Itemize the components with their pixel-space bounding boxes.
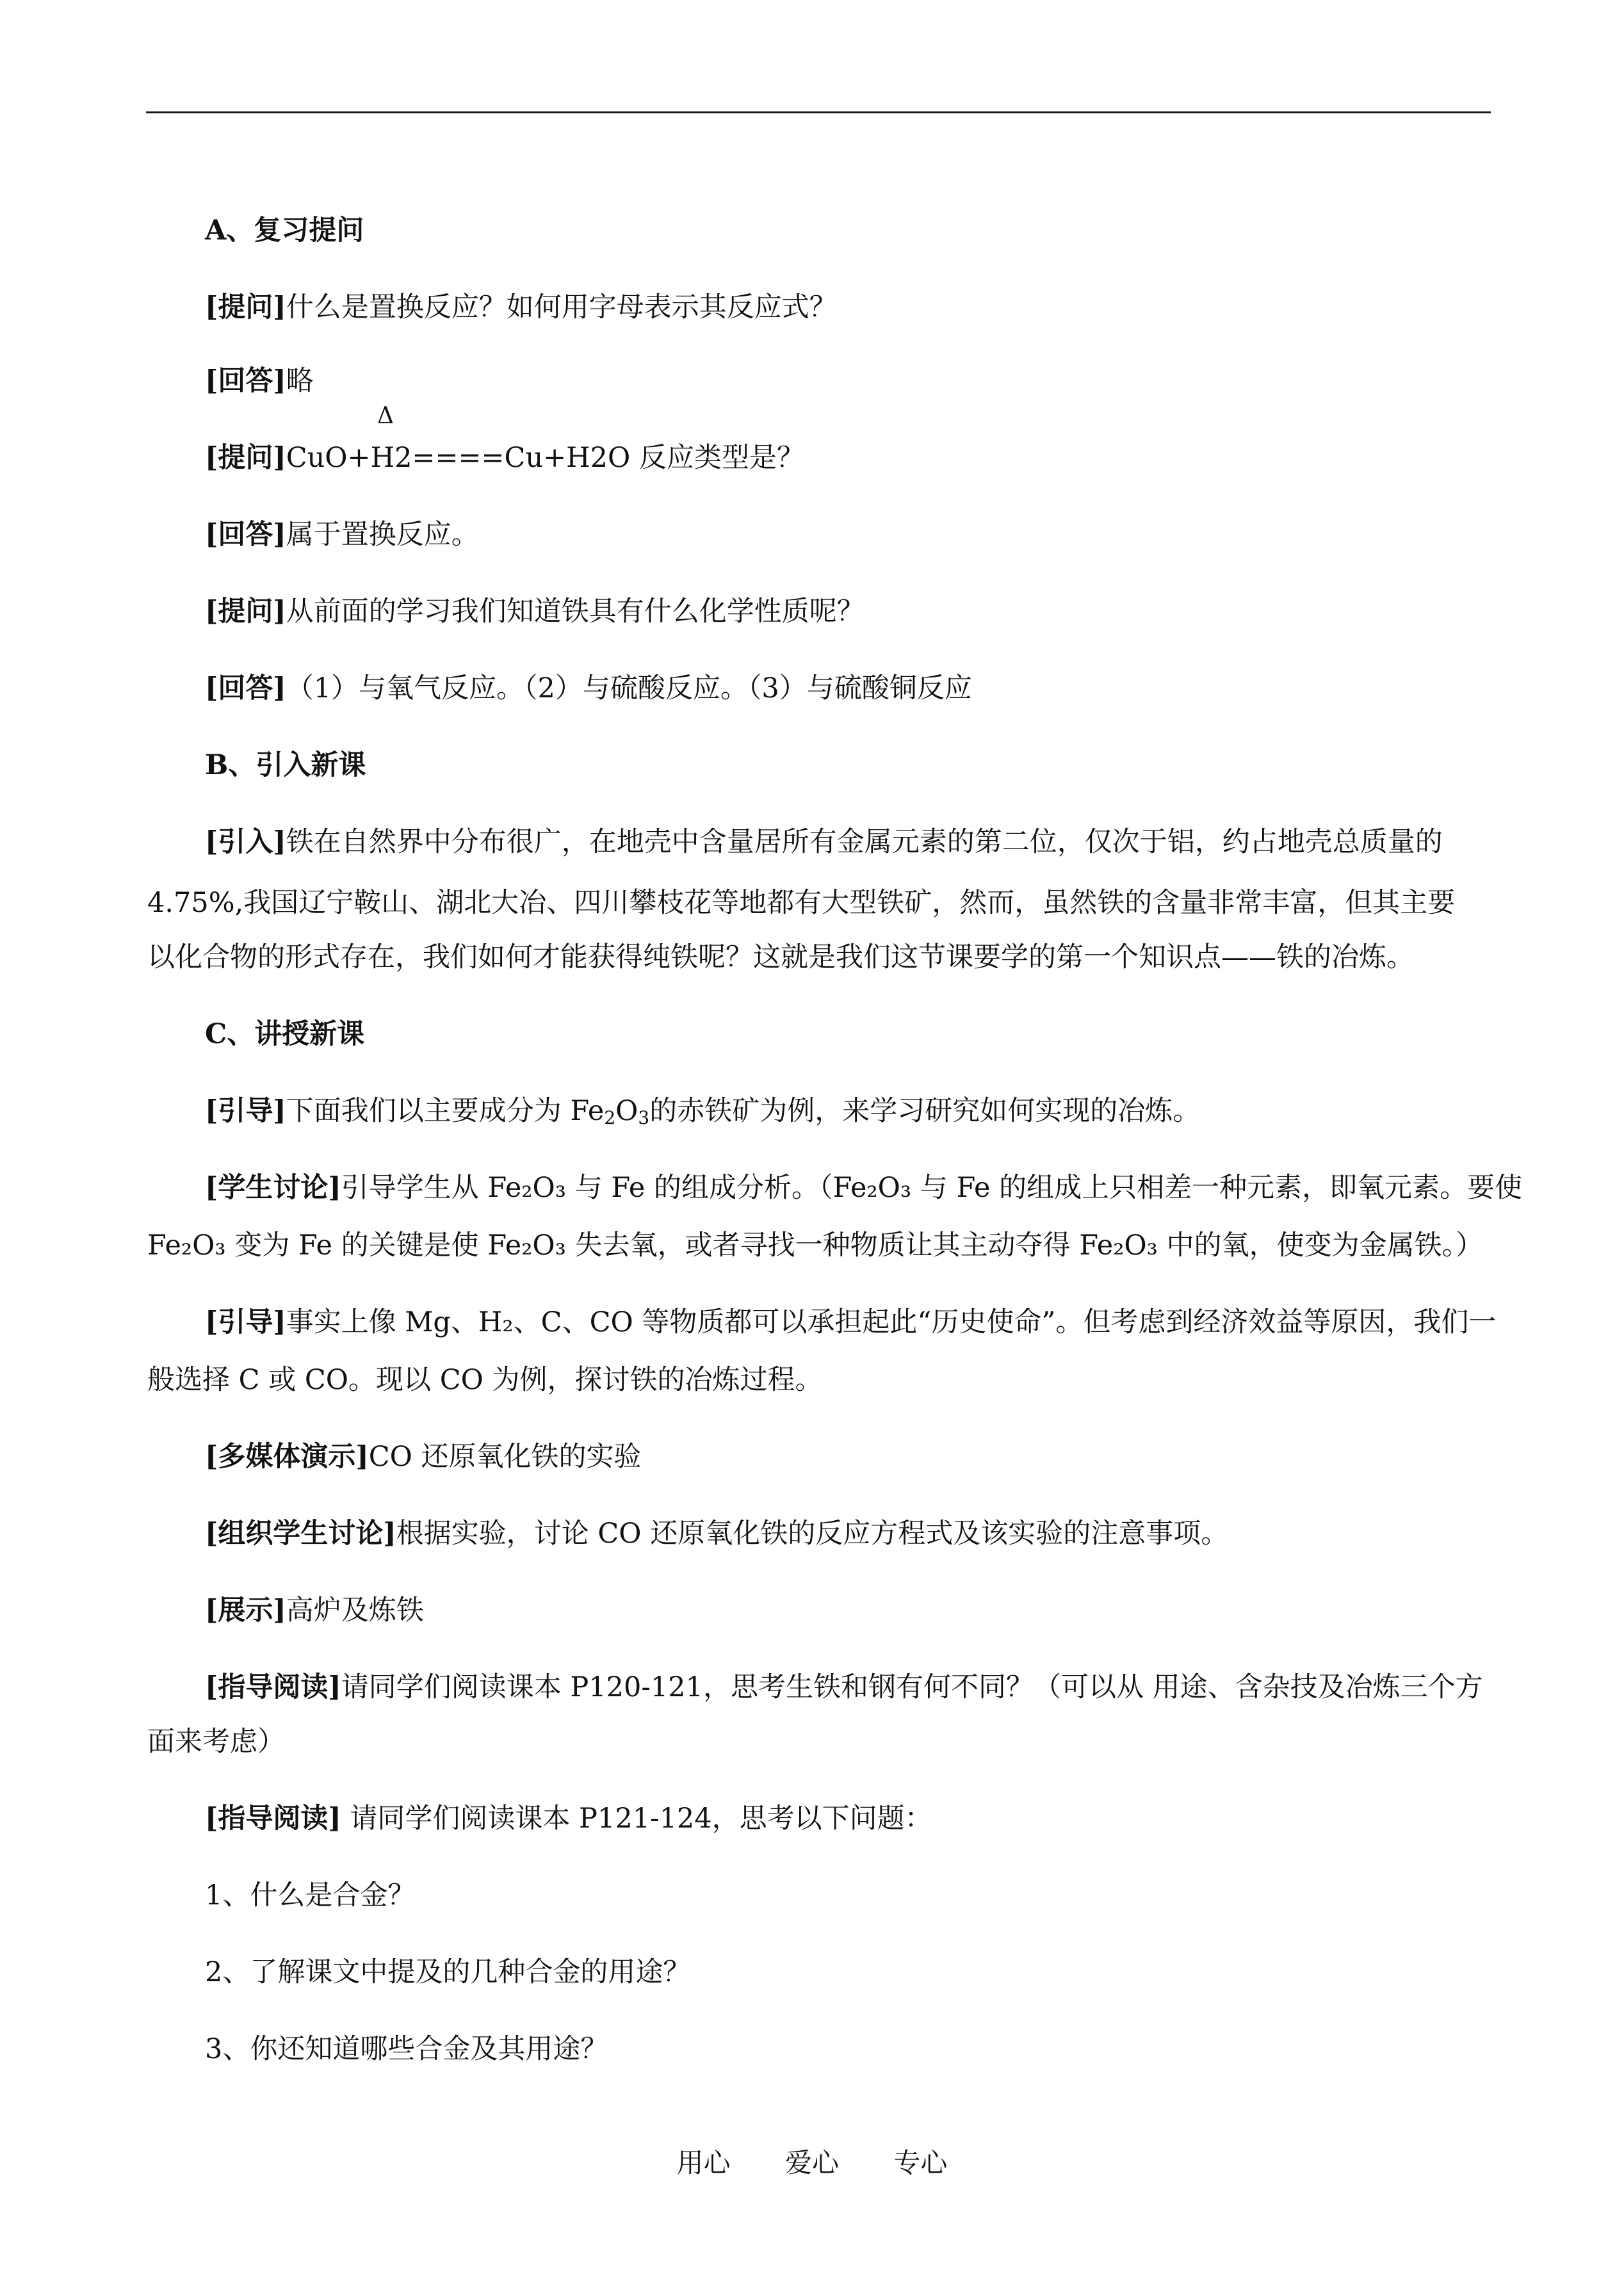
show-display xyxy=(205,1591,424,1630)
question-1: 1、什么是合金？ xyxy=(205,1879,416,1911)
section-c-heading: C、讲授新课 xyxy=(205,1018,365,1050)
review-a2 xyxy=(205,515,479,554)
review-q1-tag: [提问] xyxy=(205,291,286,323)
question-2: 2、了解课文中提及的几种合金的用途？ xyxy=(205,1956,691,1988)
question-3: 3、你还知道哪些合金及其用途？ xyxy=(205,2033,608,2065)
review-a2-tag: [回答] xyxy=(205,519,286,551)
review-a3 xyxy=(205,669,972,708)
header-rule xyxy=(146,111,1491,113)
organize-text: 根据实验，讨论 CO 还原氧化铁的反应方程式及该实验的注意事项。 xyxy=(396,1518,1229,1550)
discuss-text-1: 引导学生从 Fe₂O₃ 与 Fe 的组成分析。（Fe₂O₃ 与 Fe 的组成上只相差一种元素，即氧元素。要使 xyxy=(341,1172,1523,1204)
review-a1-text: 略 xyxy=(286,365,314,397)
read-1-line-2: 面来考虑） xyxy=(147,1726,285,1758)
read-2-text: 请同学们阅读课本 P121-124，思考以下问题： xyxy=(341,1803,932,1835)
review-a2-text: 属于置换反应。 xyxy=(286,519,479,551)
intro-line-3: 以化合物的形式存在，我们如何才能获得纯铁呢？这就是我们这节课要学的第一个知识点——铁的冶炼。 xyxy=(147,941,1414,973)
organize-tag: [组织学生讨论] xyxy=(205,1518,396,1550)
footer-word-2: 爱心 xyxy=(784,2147,839,2178)
guide-2-tag: [引导] xyxy=(205,1306,286,1338)
review-q2-tag: [提问] xyxy=(205,442,286,474)
show-text: 高炉及炼铁 xyxy=(286,1594,424,1626)
sub-2: 2 xyxy=(604,1107,616,1128)
footer-motto xyxy=(0,2142,1624,2180)
show-tag: [展示] xyxy=(205,1594,286,1626)
read-1-line-1 xyxy=(205,1668,1483,1707)
review-q3 xyxy=(205,592,865,631)
guide-1-text-b: 的赤铁矿为例，来学习研究如何实现的冶炼。 xyxy=(649,1095,1201,1127)
review-q1 xyxy=(205,288,837,327)
sub-3: 3 xyxy=(638,1107,650,1128)
media-tag: [多媒体演示] xyxy=(205,1441,369,1473)
read-2 xyxy=(205,1799,932,1838)
discuss-tag: [学生讨论] xyxy=(205,1172,341,1204)
review-a1-tag: [回答] xyxy=(205,365,286,397)
intro-tag: [引入] xyxy=(205,826,286,858)
intro-text-1: 铁在自然界中分布很广，在地壳中含量居所有金属元素的第二位，仅次于铝，约占地壳总质量的 xyxy=(286,826,1443,858)
read-1-tag: [指导阅读] xyxy=(205,1671,341,1703)
guide-1-text-a: 下面我们以主要成分为 Fe xyxy=(286,1095,605,1127)
review-q3-text: 从前面的学习我们知道铁具有什么化学性质呢？ xyxy=(286,596,865,628)
review-a1 xyxy=(205,362,314,400)
section-b-heading: B、引入新课 xyxy=(205,749,366,781)
review-q2-text: CuO+H2====Cu+H2O 反应类型是？ xyxy=(286,442,804,474)
guide-1: [引导]下面我们以主要成分为 $Fe_2O_3$的赤铁矿为例，来学习研究如何实现的冶炼。 xyxy=(205,1095,1201,1128)
discuss-line-1 xyxy=(205,1169,1522,1207)
review-a3-tag: [回答] xyxy=(205,672,286,704)
guide-2-text-1: 事实上像 Mg、H₂、C、CO 等物质都可以承担起此“历史使命”。但考虑到经济效益等原因，我们一 xyxy=(286,1306,1497,1338)
read-2-tag: [指导阅读] xyxy=(205,1803,341,1835)
guide-1-tag: [引导] xyxy=(205,1095,286,1127)
discuss-line-2: Fe₂O₃ 变为 Fe 的关键是使 Fe₂O₃ 失去氧，或者寻找一种物质让其主动夺得 Fe₂O₃ 中的氧，使变为金属铁。） xyxy=(147,1229,1484,1261)
section-a-heading: A、复习提问 xyxy=(205,215,364,247)
media-demo xyxy=(205,1438,642,1476)
read-1-text-1: 请同学们阅读课本 P120-121，思考生铁和钢有何不同？（可以从 用途、含杂技及冶炼三个方 xyxy=(341,1671,1483,1703)
review-q2 xyxy=(205,439,804,477)
organize-discussion xyxy=(205,1514,1228,1553)
guide-2-line-2: 般选择 C 或 CO。现以 CO 为例，探讨铁的冶炼过程。 xyxy=(147,1364,823,1396)
heating-delta-symbol: Δ xyxy=(377,403,394,429)
footer-word-3: 专心 xyxy=(893,2147,948,2178)
review-q3-tag: [提问] xyxy=(205,596,286,628)
review-q1-text: 什么是置换反应？如何用字母表示其反应式？ xyxy=(286,291,837,323)
media-text: CO 还原氧化铁的实验 xyxy=(368,1441,642,1473)
intro-line-2: 4.75%,我国辽宁鞍山、湖北大冶、四川攀枝花等地都有大型铁矿，然而，虽然铁的含量非常丰富，但其主要 xyxy=(147,887,1456,919)
review-a3-text: （1）与氧气反应。（2）与硫酸反应。（3）与硫酸铜反应 xyxy=(286,672,972,704)
guide-2-line-1 xyxy=(205,1303,1496,1342)
footer-word-1: 用心 xyxy=(676,2147,731,2178)
intro-line-1 xyxy=(205,823,1443,861)
